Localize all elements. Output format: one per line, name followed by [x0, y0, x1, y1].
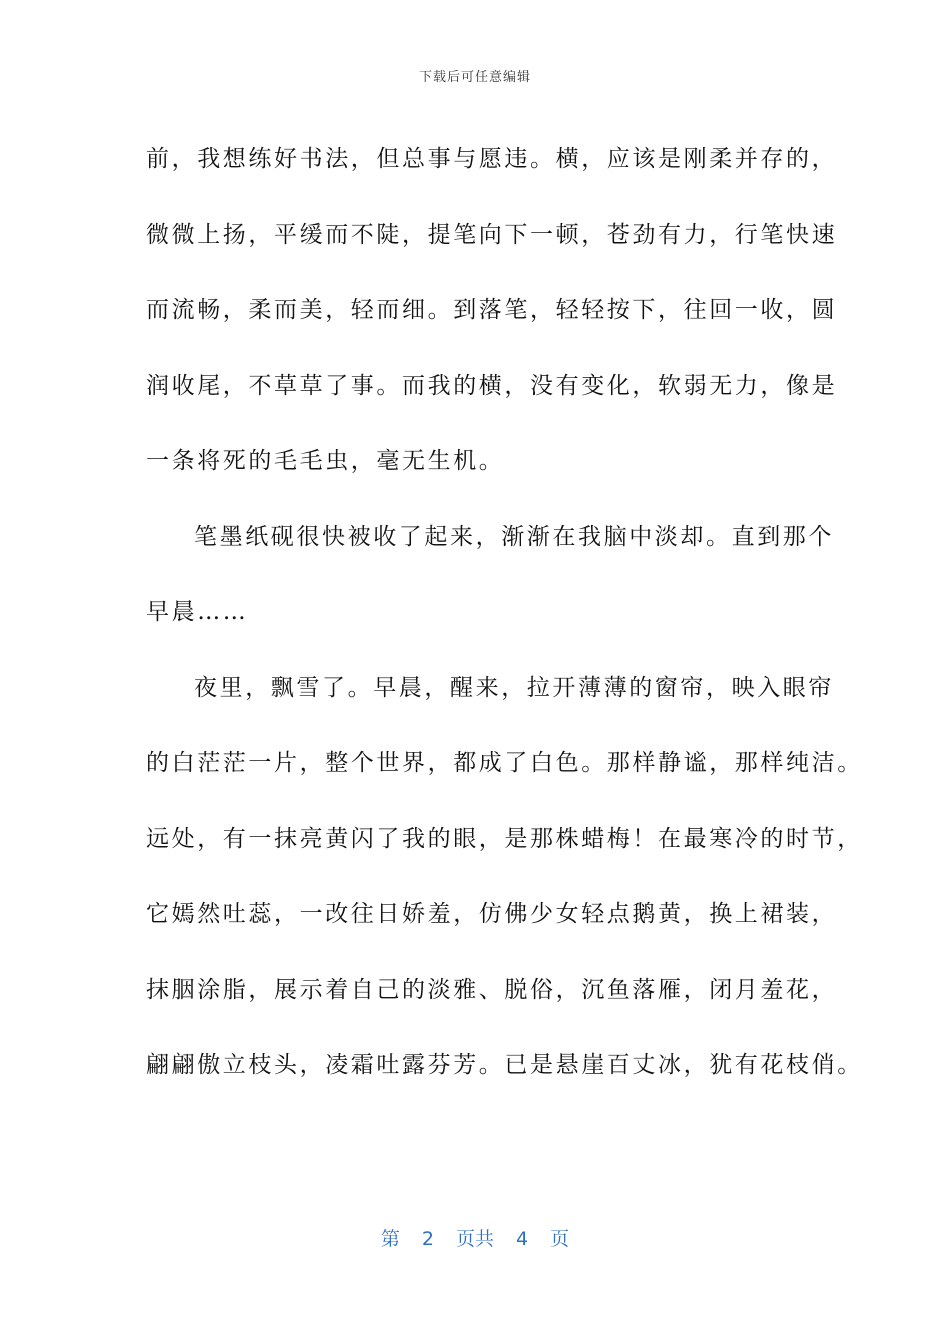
text-line-9: 的白茫茫一片，整个世界，都成了白色。那样静谧，那样纯洁。 [146, 750, 863, 776]
text-line-2: 微微上扬，平缓而不陡，提笔向下一顿，苍劲有力，行笔快速 [146, 221, 838, 248]
text-line-6: 笔墨纸砚很快被收了起来，渐渐在我脑中淡却。直到那个 [194, 523, 834, 550]
footer-page-number: 2 [421, 1228, 434, 1250]
text-line-13: 翩翩傲立枝头，凌霜吐露芬芳。已是悬崖百丈冰，犹有花枝俏。 [146, 1052, 863, 1078]
text-line-5: 一条将死的毛毛虫，毫无生机。 [146, 448, 505, 474]
document-body [146, 122, 863, 1104]
text-line-10: 远处，有一抹亮黄闪了我的眼，是那株蜡梅！在最寒冷的时节， [146, 825, 863, 852]
footer-suffix: 页 [550, 1228, 570, 1250]
footer-prefix: 第 [380, 1228, 400, 1250]
text-line-11: 它嫣然吐蕊，一改往日娇羞，仿佛少女轻点鹅黄，换上裙装， [146, 901, 838, 927]
text-line-1: 前，我想练好书法，但总事与愿违。横，应该是刚柔并存的， [146, 146, 838, 172]
text-line-4: 润收尾，不草草了事。而我的横，没有变化，软弱无力，像是 [146, 372, 838, 399]
text-line-8: 夜里，飘雪了。早晨，醒来，拉开薄薄的窗帘，映入眼帘 [194, 674, 834, 701]
page-footer [0, 1224, 950, 1251]
text-line-7: 早晨…… [146, 599, 249, 625]
text-line-12: 抹胭涂脂，展示着自己的淡雅、脱俗，沉鱼落雁，闭月羞花， [146, 976, 838, 1003]
page-header: 下载后可任意编辑 [418, 70, 531, 85]
footer-total-pages: 4 [516, 1228, 529, 1250]
footer-middle: 页共 [455, 1228, 494, 1250]
text-line-3: 而流畅，柔而美，轻而细。到落笔，轻轻按下，往回一收，圆 [146, 297, 838, 323]
